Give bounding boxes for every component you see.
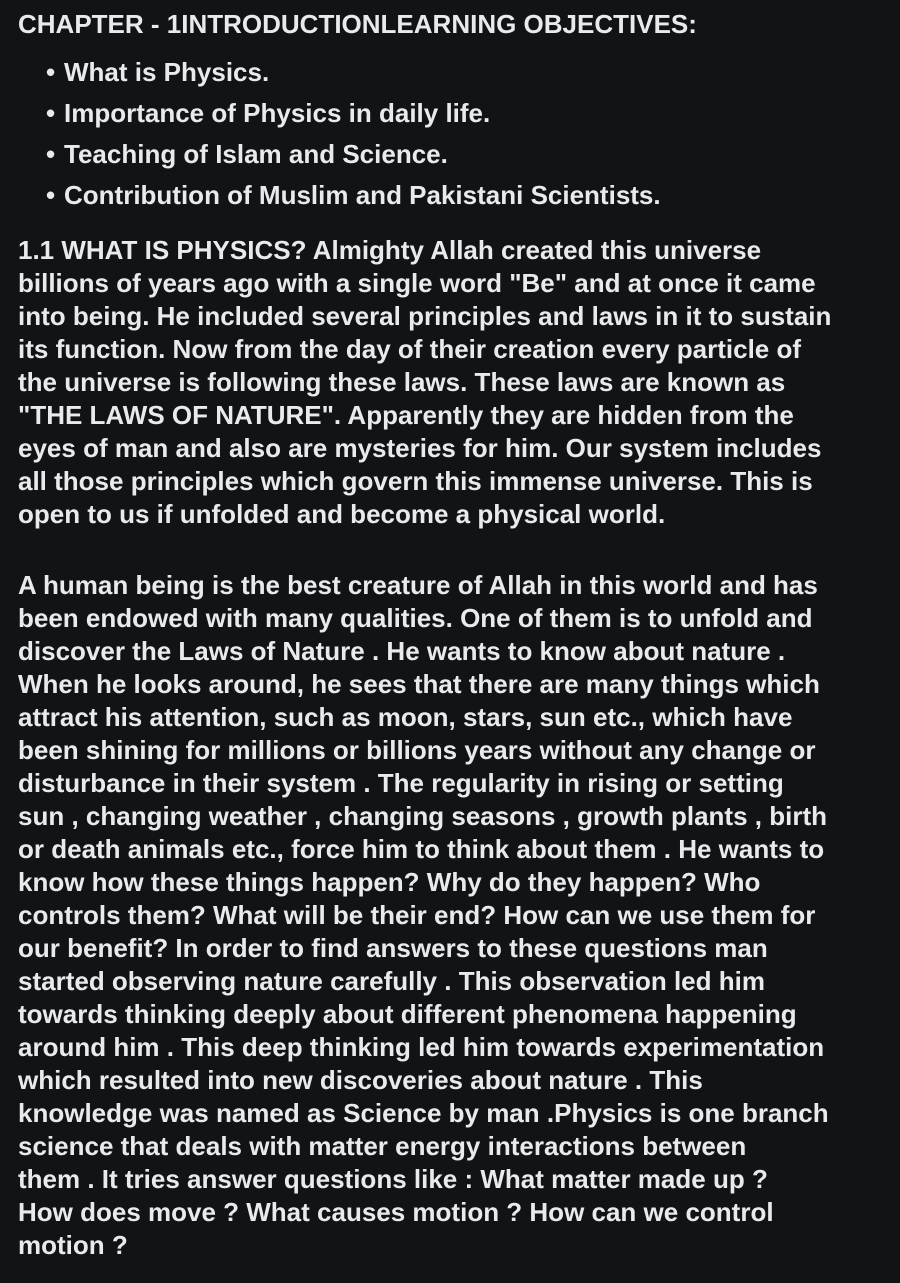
paragraph-line: controls them? What will be their end? How can we use them for	[18, 900, 816, 930]
paragraph-line: know how these things happen? Why do they happen? Who	[18, 867, 761, 897]
paragraph-line: started observing nature carefully . This observation led him	[18, 966, 765, 996]
paragraph-line: or death animals etc., force him to think about them . He wants to	[18, 834, 825, 864]
paragraph-line: our benefit? In order to find answers to these questions man	[18, 933, 768, 963]
paragraph-line: knowledge was named as Science by man .Physics is one branch	[18, 1098, 829, 1128]
objective-item: • What is Physics.	[46, 52, 886, 93]
paragraph-line: science that deals with matter energy interactions between	[18, 1131, 747, 1161]
paragraph-line: motion ?	[18, 1230, 128, 1260]
paragraph-line: into being. He included several principles and laws in it to sustain	[18, 301, 832, 331]
paragraph-line: its function. Now from the day of their creation every particle of	[18, 334, 802, 364]
paragraph-line: towards thinking deeply about different phenomena happening	[18, 999, 797, 1029]
paragraph-line: around him . This deep thinking led him towards experimentation	[18, 1032, 825, 1062]
paragraph-line: all those principles which govern this immense universe. This is	[18, 466, 813, 496]
paragraph-human-being	[18, 569, 878, 1262]
paragraph-line: attract his attention, such as moon, stars, sun etc., which have	[18, 702, 793, 732]
paragraph-line: the universe is following these laws. These laws are known as	[18, 367, 786, 397]
paragraph-line: "THE LAWS OF NATURE". Apparently they are hidden from the	[18, 400, 794, 430]
paragraph-what-is-physics	[18, 234, 878, 531]
objective-item: • Importance of Physics in daily life.	[46, 93, 886, 134]
paragraph-line: them . It tries answer questions like : What matter made up ?	[18, 1164, 768, 1194]
paragraph-line: open to us if unfolded and become a physical world.	[18, 499, 666, 529]
objective-item: • Contribution of Muslim and Pakistani Scientists.	[46, 175, 886, 216]
chapter-heading: CHAPTER - 1INTRODUCTIONLEARNING OBJECTIVES:	[18, 9, 697, 39]
paragraph-line: How does move ? What causes motion ? How can we control	[18, 1197, 774, 1227]
objective-item: • Teaching of Islam and Science.	[46, 134, 886, 175]
paragraph-line: eyes of man and also are mysteries for him. Our system includes	[18, 433, 822, 463]
paragraph-line: sun , changing weather , changing seasons , growth plants , birth	[18, 801, 827, 831]
paragraph-line: been shining for millions or billions years without any change or	[18, 735, 816, 765]
paragraph-line: A human being is the best creature of Allah in this world and has	[18, 570, 818, 600]
paragraph-line: been endowed with many qualities. One of them is to unfold and	[18, 603, 813, 633]
paragraph-line: discover the Laws of Nature . He wants to know about nature .	[18, 636, 786, 666]
paragraph-line: When he looks around, he sees that there are many things which	[18, 669, 820, 699]
paragraph-line: which resulted into new discoveries about nature . This	[18, 1065, 703, 1095]
learning-objectives-list	[18, 52, 886, 216]
paragraph-line: disturbance in their system . The regularity in rising or setting	[18, 768, 784, 798]
paragraph-line: billions of years ago with a single word "Be" and at once it came	[18, 268, 816, 298]
paragraph-line: 1.1 WHAT IS PHYSICS? Almighty Allah created this universe	[18, 235, 762, 265]
